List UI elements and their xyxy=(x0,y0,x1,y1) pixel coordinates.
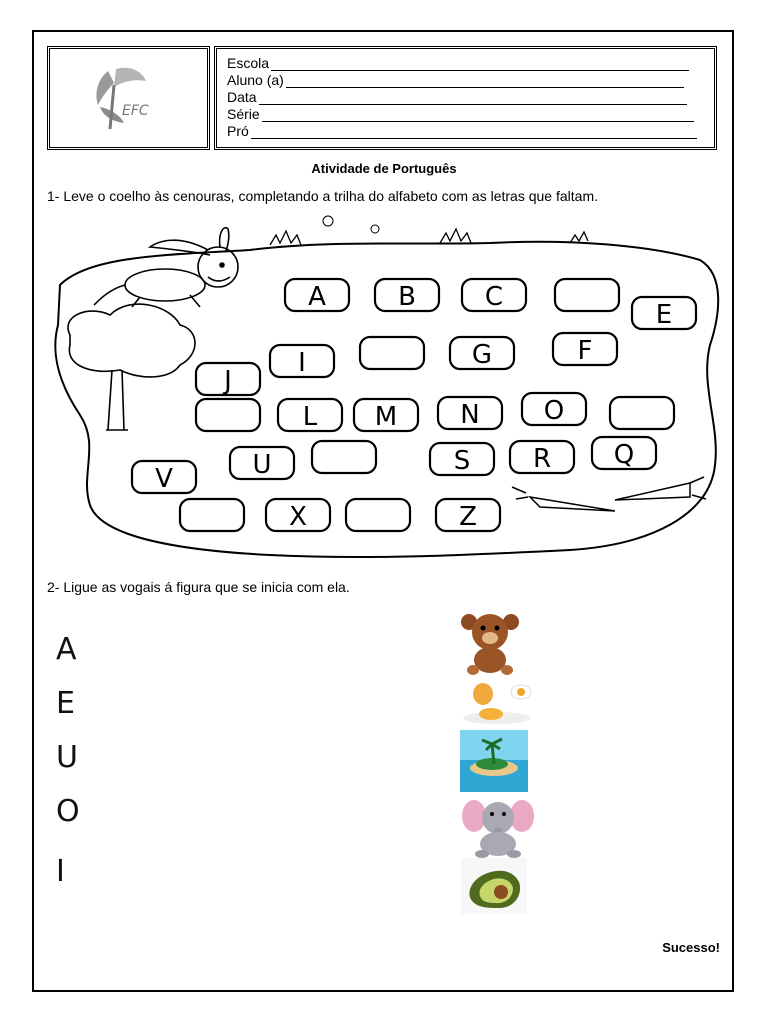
letter-tile-v xyxy=(132,461,196,494)
empty-letter-tile[interactable] xyxy=(180,499,244,531)
tile-letter: G xyxy=(471,340,493,370)
tile-letter: M xyxy=(374,402,398,432)
vowel-e[interactable]: E xyxy=(56,686,75,721)
empty-letter-tile[interactable] xyxy=(555,279,619,311)
letter-tiles xyxy=(132,279,696,532)
tile-letter: C xyxy=(484,282,504,312)
empty-letter-tile[interactable] xyxy=(312,441,376,473)
vowel-i[interactable]: I xyxy=(56,854,65,889)
letter-tile-f xyxy=(553,333,617,366)
tile-letter: S xyxy=(453,446,471,476)
tile-letter: A xyxy=(308,282,326,312)
school-logo-box xyxy=(47,46,210,150)
field-label: Pró xyxy=(227,123,249,139)
eggs-picture[interactable] xyxy=(461,676,533,726)
empty-letter-tile[interactable] xyxy=(610,397,674,429)
tile-letter: Z xyxy=(459,502,477,532)
letter-tile-o xyxy=(522,393,586,426)
letter-tile-z xyxy=(436,499,500,532)
field-aluno[interactable] xyxy=(227,72,684,88)
vowel-u[interactable]: U xyxy=(56,740,78,775)
elephant-picture[interactable] xyxy=(460,794,536,858)
island-picture[interactable] xyxy=(460,730,528,792)
tile-letter: F xyxy=(577,336,593,366)
letter-tile-j xyxy=(196,363,260,396)
tile-letter: N xyxy=(460,400,480,430)
letter-tile-i xyxy=(270,345,334,378)
tile-letter: X xyxy=(289,502,307,532)
tile-letter: L xyxy=(302,402,318,432)
vowel-o[interactable]: O xyxy=(56,794,80,829)
letter-tile-l xyxy=(278,399,342,432)
letter-tile-c xyxy=(462,279,526,312)
letter-tile-s xyxy=(430,443,494,476)
tile-letter: J xyxy=(224,366,232,396)
rabbit-icon xyxy=(94,228,238,307)
tile-letter: I xyxy=(298,348,306,378)
success-message: Sucesso! xyxy=(662,940,720,955)
vowel-a[interactable]: A xyxy=(56,632,77,667)
alphabet-trail-illustration xyxy=(50,215,730,565)
field-escola[interactable] xyxy=(227,55,689,71)
tree-icon xyxy=(68,304,195,430)
letter-tile-m xyxy=(354,399,418,432)
carrot-icon xyxy=(512,477,706,511)
empty-letter-tile[interactable] xyxy=(346,499,410,531)
letter-tile-g xyxy=(450,337,514,370)
letter-tile-b xyxy=(375,279,439,312)
logo-text: EFC xyxy=(122,103,149,119)
bear-picture[interactable] xyxy=(459,608,521,676)
tile-letter: U xyxy=(252,450,272,480)
letter-tile-u xyxy=(230,447,294,480)
tile-letter: V xyxy=(155,464,173,494)
field-data[interactable] xyxy=(227,89,687,105)
field-serie[interactable] xyxy=(227,106,694,122)
tile-letter: R xyxy=(532,444,552,474)
question-1: 1- Leve o coelho às cenouras, completando a trilha do alfabeto com as letras que faltam. xyxy=(47,188,598,204)
tile-letter: B xyxy=(398,282,416,312)
tile-letter: Q xyxy=(613,440,635,470)
letter-tile-e xyxy=(632,297,696,330)
letter-tile-a xyxy=(285,279,349,312)
field-label: Série xyxy=(227,106,260,122)
tile-letter: O xyxy=(543,396,565,426)
field-label: Escola xyxy=(227,55,270,71)
question-2: 2- Ligue as vogais á figura que se inicia com ela. xyxy=(47,579,350,595)
empty-letter-tile[interactable] xyxy=(196,399,260,431)
field-label: Data xyxy=(227,89,257,105)
school-logo xyxy=(50,49,207,147)
tile-letter: E xyxy=(655,300,673,330)
student-info-box xyxy=(214,46,717,150)
empty-letter-tile[interactable] xyxy=(360,337,424,369)
field-pro[interactable] xyxy=(227,123,697,139)
letter-tile-n xyxy=(438,397,502,430)
letter-tile-r xyxy=(510,441,574,474)
letter-tile-q xyxy=(592,437,656,470)
letter-tile-x xyxy=(266,499,330,532)
avocado-picture[interactable] xyxy=(461,858,527,914)
field-label: Aluno (a) xyxy=(227,72,284,88)
page-title: Atividade de Português xyxy=(311,161,457,176)
